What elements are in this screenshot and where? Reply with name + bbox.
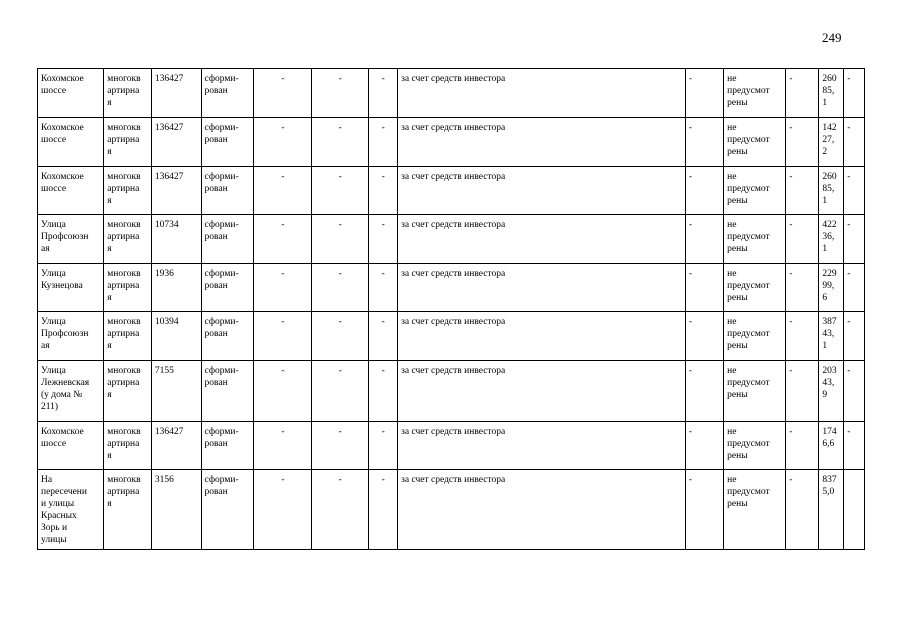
cell-dash: - — [844, 422, 865, 470]
cell-dash: - — [369, 312, 398, 361]
cell-status: сформи- рован — [201, 167, 254, 215]
cell-dash: - — [369, 470, 398, 550]
cell-location: Улица Профсоюзн ая — [38, 312, 104, 361]
cell-type: многокв артирна я — [104, 312, 152, 361]
table-row — [38, 215, 865, 264]
cell-dash: - — [844, 118, 865, 167]
cell-value: 203 43, 9 — [819, 361, 844, 422]
cell-type: многокв артирна я — [104, 361, 152, 422]
cell-dash: - — [254, 69, 312, 118]
cell-location: Кохомское шоссе — [38, 118, 104, 167]
cell-provision: не предусмот рены — [724, 470, 786, 550]
cell-location: Кохомское шоссе — [38, 69, 104, 118]
cell-dash: - — [369, 69, 398, 118]
cell-location: Кохомское шоссе — [38, 422, 104, 470]
cell-type: многокв артирна я — [104, 69, 152, 118]
cell-provision: не предусмот рены — [724, 118, 786, 167]
cell-dash: - — [254, 312, 312, 361]
cell-dash: - — [685, 215, 723, 264]
cell-dash: - — [312, 264, 369, 312]
table-row — [38, 312, 865, 361]
cell-dash: - — [786, 470, 819, 550]
cell-dash: - — [844, 312, 865, 361]
cell-number: 136427 — [151, 422, 201, 470]
cell-dash: - — [312, 470, 369, 550]
cell-dash: - — [312, 167, 369, 215]
cell-type: многокв артирна я — [104, 167, 152, 215]
cell-provision: не предусмот рены — [724, 264, 786, 312]
cell-dash: - — [844, 361, 865, 422]
cell-provision: не предусмот рены — [724, 69, 786, 118]
table-row — [38, 264, 865, 312]
cell-dash — [844, 470, 865, 550]
cell-location: Кохомское шоссе — [38, 167, 104, 215]
cell-status: сформи- рован — [201, 422, 254, 470]
cell-dash: - — [786, 167, 819, 215]
cell-dash: - — [369, 118, 398, 167]
cell-dash: - — [254, 422, 312, 470]
cell-funding: за счет средств инвестора — [398, 361, 686, 422]
cell-funding: за счет средств инвестора — [398, 312, 686, 361]
cell-number: 136427 — [151, 118, 201, 167]
cell-funding: за счет средств инвестора — [398, 422, 686, 470]
cell-dash: - — [844, 264, 865, 312]
cell-dash: - — [369, 215, 398, 264]
cell-dash: - — [685, 118, 723, 167]
cell-type: многокв артирна я — [104, 215, 152, 264]
cell-dash: - — [685, 470, 723, 550]
cell-dash: - — [312, 361, 369, 422]
cell-dash: - — [312, 118, 369, 167]
cell-number: 136427 — [151, 167, 201, 215]
cell-dash: - — [685, 361, 723, 422]
cell-dash: - — [786, 215, 819, 264]
cell-dash: - — [844, 69, 865, 118]
table-row — [38, 470, 865, 550]
data-table — [37, 68, 865, 550]
cell-number: 10394 — [151, 312, 201, 361]
cell-dash: - — [254, 118, 312, 167]
cell-provision: не предусмот рены — [724, 167, 786, 215]
table-row — [38, 69, 865, 118]
cell-value: 174 6,6 — [819, 422, 844, 470]
cell-type: многокв артирна я — [104, 264, 152, 312]
cell-location: Улица Профсоюзн ая — [38, 215, 104, 264]
cell-value: 260 85, 1 — [819, 69, 844, 118]
cell-dash: - — [685, 312, 723, 361]
cell-dash: - — [312, 422, 369, 470]
cell-dash: - — [786, 69, 819, 118]
cell-dash: - — [786, 361, 819, 422]
cell-dash: - — [312, 215, 369, 264]
cell-dash: - — [786, 312, 819, 361]
cell-type: многокв артирна я — [104, 422, 152, 470]
cell-number: 136427 — [151, 69, 201, 118]
cell-dash: - — [786, 264, 819, 312]
cell-dash: - — [786, 118, 819, 167]
cell-funding: за счет средств инвестора — [398, 118, 686, 167]
cell-provision: не предусмот рены — [724, 215, 786, 264]
cell-dash: - — [254, 264, 312, 312]
cell-location: Улица Кузнецова — [38, 264, 104, 312]
table-row — [38, 422, 865, 470]
cell-status: сформи- рован — [201, 69, 254, 118]
cell-number: 1936 — [151, 264, 201, 312]
cell-provision: не предусмот рены — [724, 312, 786, 361]
cell-location: Улица Лежневская (у дома № 211) — [38, 361, 104, 422]
cell-number: 7155 — [151, 361, 201, 422]
cell-dash: - — [685, 69, 723, 118]
cell-location: На пересечени и улицы Красных Зорь и улицы — [38, 470, 104, 550]
cell-funding: за счет средств инвестора — [398, 470, 686, 550]
cell-value: 260 85, 1 — [819, 167, 844, 215]
cell-number: 3156 — [151, 470, 201, 550]
cell-status: сформи- рован — [201, 361, 254, 422]
cell-dash: - — [369, 361, 398, 422]
cell-type: многокв артирна я — [104, 470, 152, 550]
cell-value: 229 99, 6 — [819, 264, 844, 312]
cell-value: 422 36, 1 — [819, 215, 844, 264]
table-row — [38, 118, 865, 167]
cell-funding: за счет средств инвестора — [398, 167, 686, 215]
table-row — [38, 167, 865, 215]
cell-value: 387 43, 1 — [819, 312, 844, 361]
cell-status: сформи- рован — [201, 215, 254, 264]
cell-status: сформи- рован — [201, 312, 254, 361]
cell-provision: не предусмот рены — [724, 422, 786, 470]
cell-provision: не предусмот рены — [724, 361, 786, 422]
cell-type: многокв артирна я — [104, 118, 152, 167]
page-number: 249 — [822, 30, 842, 45]
cell-dash: - — [312, 312, 369, 361]
cell-funding: за счет средств инвестора — [398, 264, 686, 312]
cell-dash: - — [369, 422, 398, 470]
cell-funding: за счет средств инвестора — [398, 215, 686, 264]
cell-value: 142 27, 2 — [819, 118, 844, 167]
cell-status: сформи- рован — [201, 118, 254, 167]
cell-dash: - — [786, 422, 819, 470]
cell-dash: - — [254, 167, 312, 215]
cell-dash: - — [844, 167, 865, 215]
cell-funding: за счет средств инвестора — [398, 69, 686, 118]
cell-dash: - — [312, 69, 369, 118]
cell-dash: - — [254, 215, 312, 264]
cell-dash: - — [254, 361, 312, 422]
cell-status: сформи- рован — [201, 470, 254, 550]
cell-status: сформи- рован — [201, 264, 254, 312]
table-row — [38, 361, 865, 422]
cell-number: 10734 — [151, 215, 201, 264]
cell-dash: - — [844, 215, 865, 264]
cell-dash: - — [369, 167, 398, 215]
cell-dash: - — [685, 167, 723, 215]
cell-value: 837 5,0 — [819, 470, 844, 550]
cell-dash: - — [685, 422, 723, 470]
cell-dash: - — [254, 470, 312, 550]
cell-dash: - — [685, 264, 723, 312]
cell-dash: - — [369, 264, 398, 312]
